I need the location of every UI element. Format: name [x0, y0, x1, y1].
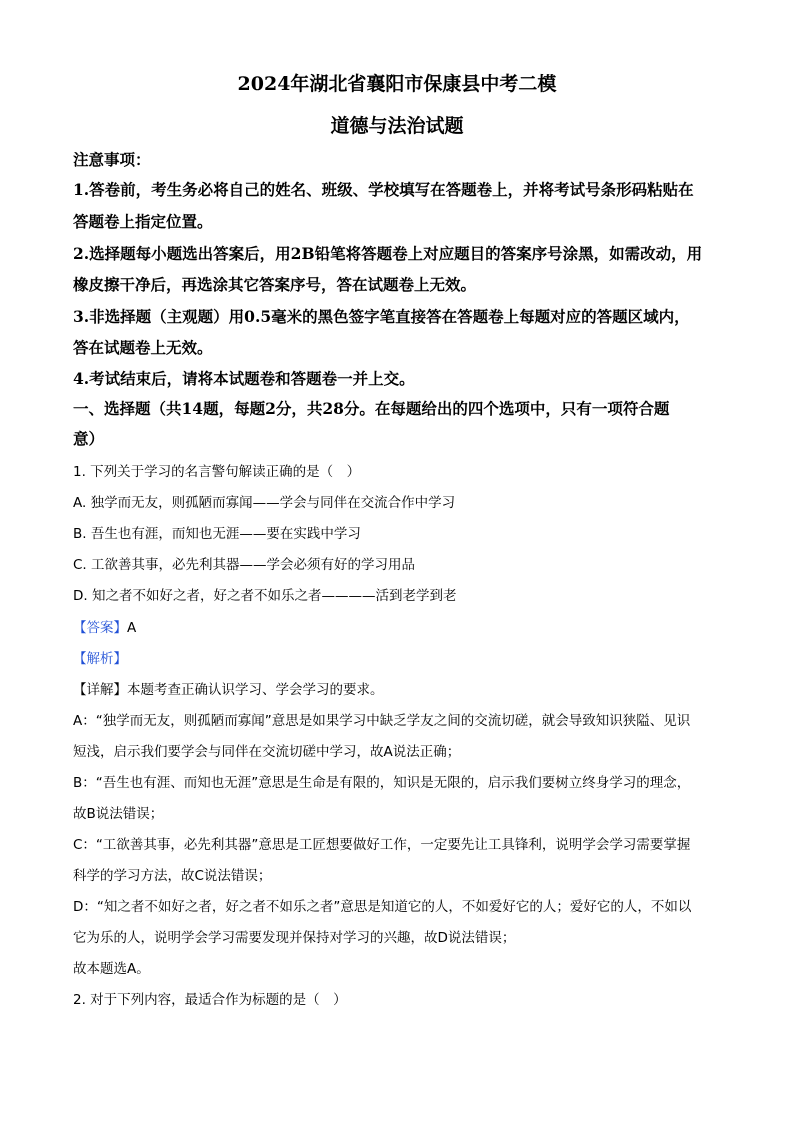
notice-item-2-line-1: 2.选择题每小题选出答案后，用2B铅笔将答题卷上对应题目的答案序号涂黑，如需改动，用 — [73, 244, 703, 263]
question-2-stem: 2. 对于下列内容，最适合作为标题的是（ ） — [73, 992, 347, 1008]
question-1-option-a: A. 独学而无友，则孤陋而寡闻——学会与同伴在交流合作中学习 — [73, 495, 456, 511]
section-heading-line-1: 一、选择题（共14题，每题2分，共28分。在每题给出的四个选项中，只有一项符合题 — [73, 399, 670, 418]
analysis-tag: 【解析】 — [73, 651, 127, 667]
notice-item-4: 4.考试结束后，请将本试题卷和答题卷一并上交。 — [73, 369, 415, 388]
notice-heading: 注意事项： — [73, 150, 151, 169]
question-1-option-b: B. 吾生也有涯，而知也无涯——要在实践中学习 — [73, 526, 361, 542]
page-subtitle: 道德与法治试题 — [330, 115, 464, 137]
answer-tag: 【答案】 — [73, 620, 127, 636]
section-heading-line-2: 意） — [73, 429, 105, 448]
notice-item-3-line-1: 3.非选择题（主观题）用0.5毫米的黑色签字笔直接答在答题卷上每题对应的答题区域内， — [73, 307, 690, 326]
explain-c-line-1: C：“工欲善其事，必先利其器”意思是工匠想要做好工作，一定要先让工具锋利，说明学会学习需要掌握 — [73, 837, 691, 853]
detail-line: 【详解】本题考查正确认识学习、学会学习的要求。 — [73, 682, 384, 698]
conclusion-line: 故本题选A。 — [73, 961, 150, 977]
notice-item-2-line-2: 橡皮擦干净后，再选涂其它答案序号，答在试题卷上无效。 — [73, 275, 477, 294]
explain-a-line-2: 短浅，启示我们要学会与同伴在交流切磋中学习，故A说法正确； — [73, 744, 461, 760]
notice-item-1-line-1: 1.答卷前，考生务必将自己的姓名、班级、学校填写在答题卷上，并将考试号条形码粘贴在 — [73, 180, 694, 199]
question-1-stem: 1. 下列关于学习的名言警句解读正确的是（ ） — [73, 464, 361, 480]
answer-line — [73, 619, 733, 637]
explain-a-line-1: A：“独学而无友，则孤陋而寡闻”意思是如果学习中缺乏学友之间的交流切磋，就会导致知识狭隘、见识 — [73, 713, 691, 729]
page-title: 2024年湖北省襄阳市保康县中考二模 — [237, 73, 557, 95]
answer-value: A — [127, 620, 137, 636]
explain-d-line-1: D：“知之者不如好之者，好之者不如乐之者”意思是知道它的人，不如爱好它的人；爱好它的人，不如以 — [73, 899, 692, 915]
question-1-option-d: D. 知之者不如好之者，好之者不如乐之者————活到老学到老 — [73, 588, 457, 604]
notice-item-3-line-2: 答在试题卷上无效。 — [73, 338, 213, 357]
explain-b-line-2: 故B说法错误； — [73, 806, 164, 822]
notice-item-1-line-2: 答题卷上指定位置。 — [73, 212, 213, 231]
explain-c-line-2: 科学的学习方法，故C说法错误； — [73, 868, 272, 884]
explain-b-line-1: B：“吾生也有涯、而知也无涯”意思是生命是有限的，知识是无限的，启示我们要树立终身学习的理念， — [73, 775, 691, 791]
question-1-option-c: C. 工欲善其事，必先利其器——学会必须有好的学习用品 — [73, 557, 416, 573]
explain-d-line-2: 它为乐的人，说明学会学习需要发现并保持对学习的兴趣，故D说法错误； — [73, 930, 516, 946]
